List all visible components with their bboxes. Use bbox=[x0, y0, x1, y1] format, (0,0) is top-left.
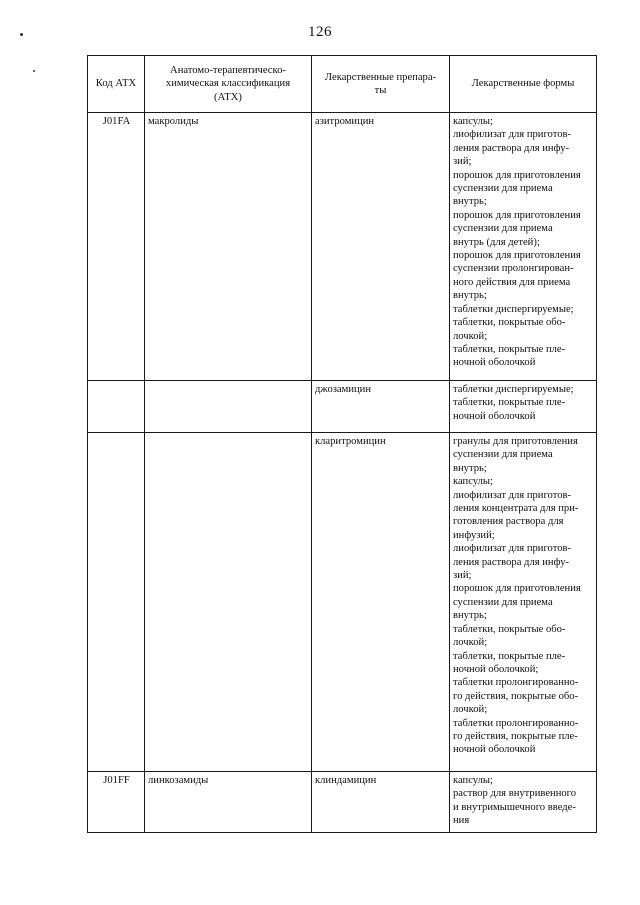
dosage-form-line: лочкой; bbox=[453, 330, 488, 342]
dosage-form-line: го действия, покрытые обо- bbox=[453, 690, 579, 702]
atx-code-cell bbox=[88, 381, 145, 433]
dosage-form-line: ночной оболочкой; bbox=[453, 663, 539, 675]
atx-code-cell bbox=[88, 433, 145, 772]
dosage-form-line: лочкой; bbox=[453, 637, 488, 649]
table-row bbox=[88, 381, 597, 433]
dosage-form-line: внутрь; bbox=[453, 462, 487, 474]
classification-cell: макролиды bbox=[145, 113, 312, 381]
dosage-form-line: порошок для приготовления bbox=[453, 169, 581, 181]
atx-code-cell: J01FA bbox=[88, 113, 145, 381]
dosage-form-line: зий; bbox=[453, 570, 472, 582]
dosage-forms-cell bbox=[450, 381, 597, 433]
dosage-form-line: капсулы; bbox=[453, 775, 493, 786]
dosage-form-line: таблетки диспергируемые; bbox=[453, 384, 574, 395]
drug-name-cell: клиндамицин bbox=[312, 772, 450, 833]
dosage-form-line: таблетки пролонгированно- bbox=[453, 717, 579, 729]
dosage-form-line: лиофилизат для приготов- bbox=[453, 489, 572, 501]
atx-drug-table bbox=[87, 55, 597, 833]
table-row bbox=[88, 113, 597, 381]
dosage-form-line: готовления раствора для bbox=[453, 516, 564, 528]
dosage-form-line: внутрь; bbox=[453, 290, 487, 302]
header-classification bbox=[145, 56, 312, 113]
dosage-form-line: порошок для приготовления bbox=[453, 583, 581, 595]
dosage-forms-cell bbox=[450, 433, 597, 772]
classification-cell bbox=[145, 381, 312, 433]
dosage-form-line: лиофилизат для приготов- bbox=[453, 129, 572, 141]
dosage-form-line: суспензии для приема bbox=[453, 223, 553, 235]
table-header-row bbox=[88, 56, 597, 113]
dosage-form-line: лочкой; bbox=[453, 704, 488, 716]
dosage-form-line: инфузий; bbox=[453, 529, 495, 541]
dosage-form-line: порошок для приготовления bbox=[453, 209, 581, 221]
dosage-form-line: таблетки, покрытые пле- bbox=[453, 397, 566, 409]
dosage-form-line: таблетки, покрытые пле- bbox=[453, 650, 566, 662]
header-drugs-line: ты bbox=[374, 85, 387, 96]
dosage-form-line: лиофилизат для приготов- bbox=[453, 543, 572, 555]
classification-cell bbox=[145, 433, 312, 772]
dosage-form-line: суспензии для приема bbox=[453, 183, 553, 195]
dosage-form-line: таблетки, покрытые пле- bbox=[453, 343, 566, 355]
dosage-form-line: ночной оболочкой bbox=[453, 410, 536, 422]
atx-code-cell: J01FF bbox=[88, 772, 145, 833]
dosage-form-line: гранулы для приготовления bbox=[453, 436, 578, 447]
table-row bbox=[88, 433, 597, 772]
dosage-form-line: внутрь (для детей); bbox=[453, 236, 540, 248]
drug-name-cell: кларитромицин bbox=[312, 433, 450, 772]
dosage-form-line: ления концентрата для при- bbox=[453, 503, 579, 515]
dosage-form-line: порошок для приготовления bbox=[453, 250, 581, 262]
dosage-form-line: ления раствора для инфу- bbox=[453, 142, 570, 154]
dosage-form-line: таблетки, покрытые обо- bbox=[453, 623, 566, 635]
dosage-form-line: ночной оболочкой bbox=[453, 357, 536, 369]
dosage-form-line: ления раствора для инфу- bbox=[453, 556, 570, 568]
dosage-form-line: ночной оболочкой bbox=[453, 744, 536, 756]
dosage-forms-cell bbox=[450, 113, 597, 381]
dosage-forms-cell bbox=[450, 772, 597, 833]
dosage-form-line: капсулы; bbox=[453, 116, 493, 127]
table-row bbox=[88, 772, 597, 833]
dosage-form-line: суспензии пролонгирован- bbox=[453, 263, 574, 275]
dosage-form-line: таблетки пролонгированно- bbox=[453, 677, 579, 689]
dosage-form-line: ного действия для приема bbox=[453, 276, 571, 288]
dosage-form-line: суспензии для приема bbox=[453, 449, 553, 461]
header-drugs bbox=[312, 56, 450, 113]
header-classification-line: Анатомо-терапевтическо- bbox=[170, 64, 286, 76]
dosage-form-line: и внутримышечного введе- bbox=[453, 801, 576, 813]
dosage-form-line: го действия, покрытые пле- bbox=[453, 730, 578, 742]
dosage-form-line: внутрь; bbox=[453, 196, 487, 208]
dosage-form-line: раствор для внутривенного bbox=[453, 788, 577, 800]
dosage-form-line: внутрь; bbox=[453, 610, 487, 622]
classification-cell: линкозамиды bbox=[145, 772, 312, 833]
scan-speck bbox=[33, 70, 35, 72]
page-number: 126 bbox=[308, 24, 332, 40]
dosage-form-line: ния bbox=[453, 815, 470, 827]
header-dosage-forms: Лекарственные формы bbox=[450, 56, 597, 113]
drug-name-cell: азитромицин bbox=[312, 113, 450, 381]
drug-name-cell: джозамицин bbox=[312, 381, 450, 433]
header-drugs-line: Лекарственные препара- bbox=[324, 71, 437, 83]
dosage-form-line: зий; bbox=[453, 156, 472, 168]
header-classification-line: (АТХ) bbox=[214, 91, 242, 103]
dosage-form-line: таблетки, покрытые обо- bbox=[453, 317, 566, 329]
header-classification-line: химическая классификация bbox=[165, 78, 291, 90]
table-body bbox=[88, 113, 597, 833]
header-atx-code: Код АТХ bbox=[88, 56, 145, 113]
dosage-form-line: капсулы; bbox=[453, 476, 493, 488]
dosage-form-line: таблетки диспергируемые; bbox=[453, 303, 574, 315]
dosage-form-line: суспензии для приема bbox=[453, 596, 553, 608]
